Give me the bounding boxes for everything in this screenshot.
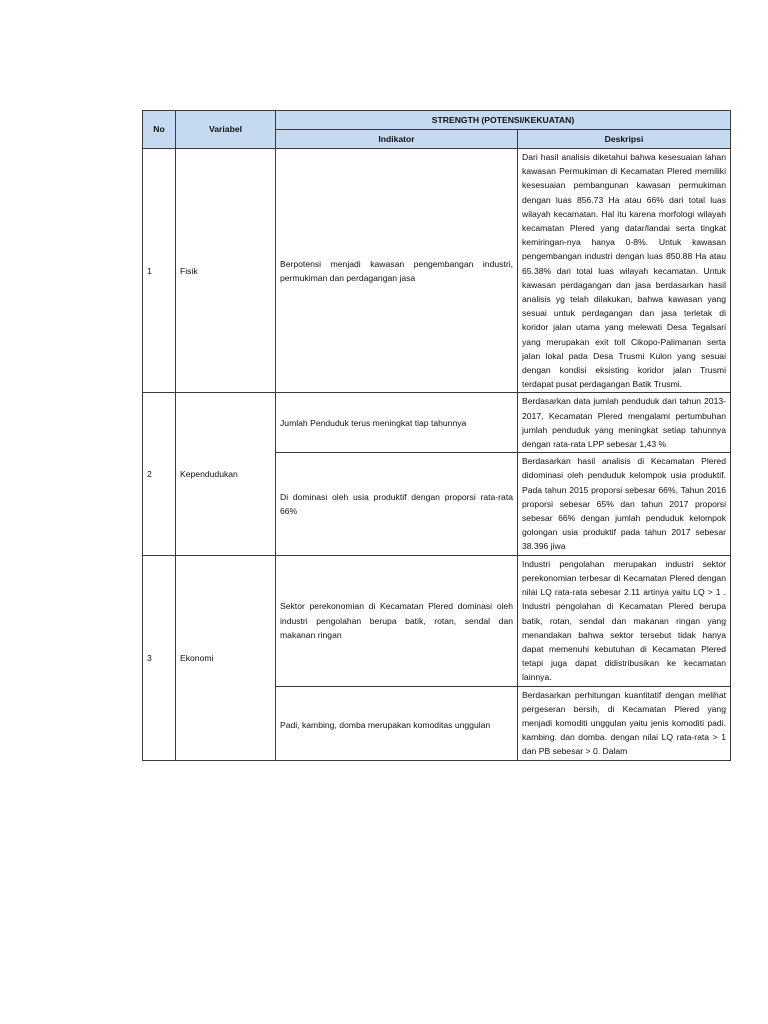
header-strength: STRENGTH (POTENSI/KEKUATAN)	[276, 111, 731, 130]
table-row	[143, 149, 731, 393]
row-no: 1	[143, 149, 176, 393]
header-indikator: Indikator	[276, 130, 518, 149]
header-no: No	[143, 111, 176, 149]
row-no: 2	[143, 393, 176, 555]
row-indikator: Jumlah Penduduk terus meningkat tiap tahunnya	[276, 393, 518, 453]
row-indikator: Padi, kambing, domba merupakan komoditas unggulan	[276, 686, 518, 760]
row-variabel: Kependudukan	[176, 393, 276, 555]
row-deskripsi: Dari hasil analisis diketahui bahwa kesesuaian lahan kawasan Permukiman di Kecamatan Plered memiliki kesesuaian pembangunan kawasan permukiman dengan luas 856.73 Ha atau 66% dari total luas wilayah kecamatan. Hal itu karena morfologi wilayah kecamatan Plered yang datar/landai serta tingkat kemiringan-nya hanya 0-8%. Untuk kawasan pengembangan industri dengan luas 850.88 Ha atau 65.38% dari total luas wilayah kecamatan. Untuk kawasan perdagangan dan jasa berdasarkan hasil analisis yg telah dilakukan, bahwa kawasan yang sesuai untuk perdagangan dan jasa terletak di koridor jalan utama yang melewati Desa Tegalsari yang merupakan exit toll Cikopo-Palimanan serta jalan lokal pada Desa Trusmi Kulon yang sesuai dengan kondisi eksisting koridor jalan Trusmi terdapat pusat perdagangan Batik Trusmi.	[518, 149, 731, 393]
row-indikator: Berpotensi menjadi kawasan pengembangan industri, permukiman dan perdagangan jasa	[276, 149, 518, 393]
row-indikator: Di dominasi oleh usia produktif dengan proporsi rata-rata 66%	[276, 453, 518, 555]
row-indikator: Sektor perekonomian di Kecamatan Plered dominasi oleh industri pengolahan berupa batik, rotan, sendal dan makanan ringan	[276, 555, 518, 686]
header-deskripsi: Deskripsi	[518, 130, 731, 149]
row-variabel: Fisik	[176, 149, 276, 393]
table-row	[143, 555, 731, 686]
row-no: 3	[143, 555, 176, 760]
row-deskripsi: Industri pengolahan merupakan industri sektor perekonomian terbesar di Kecamatan Plered dengan nilai LQ rata-rata sebesar 2.11 artinya yaitu LQ > 1 . Industri pengolahan di Kecamatan Plered berupa batik, rotan, sendal dan makanan ringan yang menandakan bahwa sektor tersebut tidak hanya dapat memenuhi kebutuhan di Kecamatan Plered tetapi juga dapat didistribusikan ke kecamatan lainnya.	[518, 555, 731, 686]
row-variabel: Ekonomi	[176, 555, 276, 760]
row-deskripsi: Berdasarkan data jumlah penduduk dari tahun 2013-2017, Kecamatan Plered mengalami pertumbuhan jumlah penduduk yang meningkat setiap tahunnya dengan rata-rata LPP sebesar 1,43 %	[518, 393, 731, 453]
table-row	[143, 393, 731, 453]
row-deskripsi: Berdasarkan perhitungan kuantitatif dengan melihat pergeseran bersih, di Kecamatan Plered yang menjadi komoditi unggulan yaitu jenis komoditi padi. kambing. dan domba. dengan nilai LQ rata-rata > 1 dan PB sebesar > 0. Dalam	[518, 686, 731, 760]
header-variabel: Variabel	[176, 111, 276, 149]
strength-table	[142, 110, 731, 761]
row-deskripsi: Berdasarkan hasil analisis di Kecamatan Plered didominasi oleh penduduk kelompok usia produktif. Pada tahun 2015 proporsi sebesar 66%, Tahun 2016 proporsi sebesar 65% dan tahun 2017 proporsi sebesar 66% dengan jumlah penduduk kelompok golongan usia produktif pada tahun 2017 sebesar 38.396 jiwa	[518, 453, 731, 555]
